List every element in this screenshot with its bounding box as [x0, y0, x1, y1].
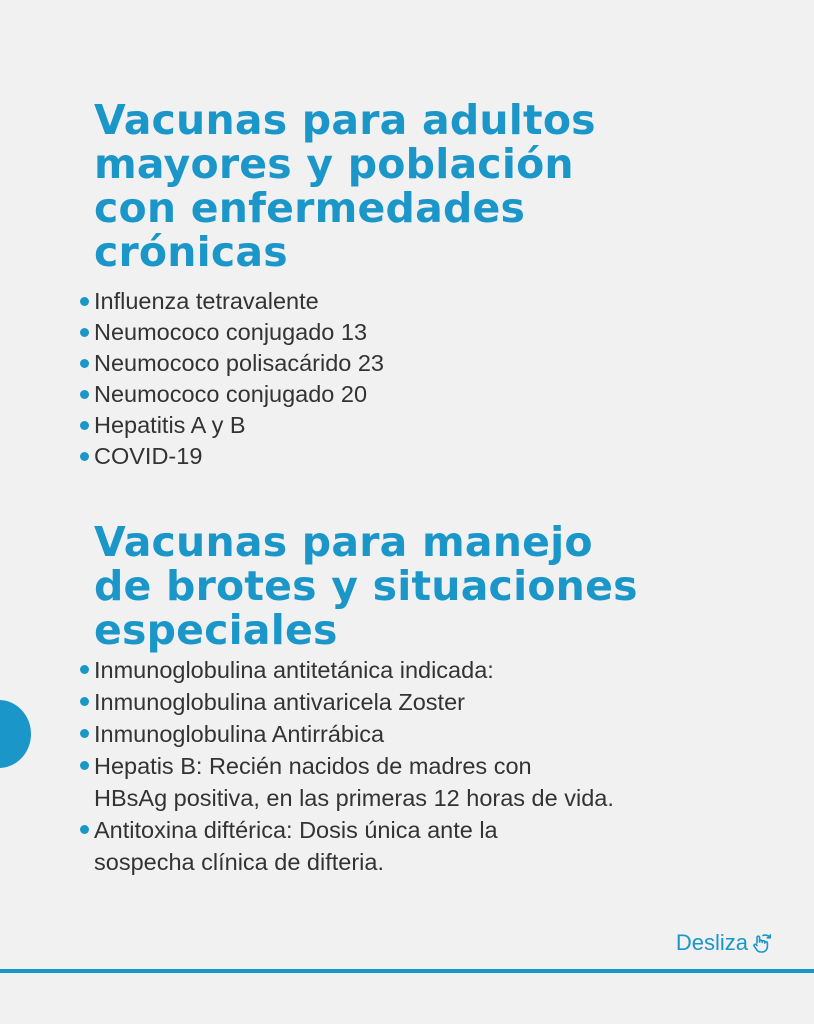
decorative-side-circle	[0, 700, 31, 768]
adult-vaccines-list	[94, 286, 794, 472]
bullet-dot	[80, 421, 89, 430]
outbreak-vaccines-list	[94, 654, 794, 878]
list-item: Hepatitis A y B	[94, 410, 794, 441]
list-item: Hepatis B: Recién nacidos de madres con HBsAg positiva, en las primeras 12 horas de vida.	[94, 750, 794, 814]
bullet-dot	[80, 297, 89, 306]
bullet-dot	[80, 359, 89, 368]
list-item: Inmunoglobulina antivaricela Zoster	[94, 686, 794, 718]
bullet-dot	[80, 328, 89, 337]
list-item: Neumococo polisacárido 23	[94, 348, 794, 379]
swipe-label: Desliza	[675, 930, 748, 955]
bottom-divider	[0, 969, 814, 973]
list-item: Inmunoglobulina Antirrábica	[94, 718, 794, 750]
bullet-dot	[80, 729, 89, 738]
list-item: Inmunoglobulina antitetánica indicada:	[94, 654, 794, 686]
bullet-dot	[80, 665, 89, 674]
bullet-dot	[80, 761, 89, 770]
section-title-adult-vaccines: Vacunas para adultos mayores y población con enfermedades crónicas	[94, 96, 596, 276]
section-outbreak-vaccines	[94, 520, 794, 878]
list-item: Antitoxina diftérica: Dosis única ante la sospecha clínica de difteria.	[94, 814, 794, 878]
section-title-outbreak-vaccines: Vacunas para manejo de brotes y situaciones especiales	[94, 518, 638, 654]
bullet-dot	[80, 697, 89, 706]
list-item: Neumococo conjugado 20	[94, 379, 794, 410]
bullet-dot	[80, 825, 89, 834]
list-item: COVID-19	[94, 441, 794, 472]
bullet-dot	[80, 390, 89, 399]
bullet-dot	[80, 452, 89, 461]
hand-swipe-icon	[750, 931, 774, 955]
swipe-hint[interactable]	[676, 930, 774, 956]
list-item: Influenza tetravalente	[94, 286, 794, 317]
list-item: Neumococo conjugado 13	[94, 317, 794, 348]
section-adult-vaccines	[94, 98, 794, 472]
